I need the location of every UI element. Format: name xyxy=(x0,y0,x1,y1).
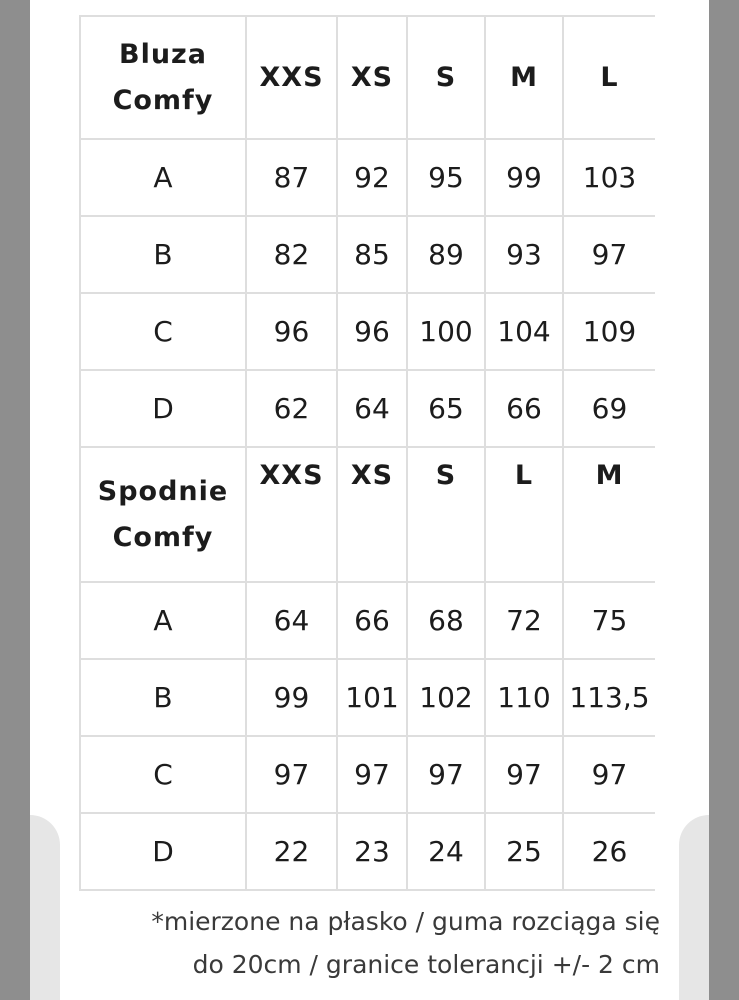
table-cell: 99 xyxy=(246,659,337,736)
table-cell: 72 xyxy=(485,582,563,659)
table-cell: 69 xyxy=(563,370,655,447)
table-cell: 82 xyxy=(246,216,337,293)
size-header: XXS xyxy=(246,16,337,139)
table-cell: 104 xyxy=(485,293,563,370)
table-row xyxy=(80,216,655,293)
table-cell: 99 xyxy=(485,139,563,216)
note-line: *mierzone na płasko / guma rozciąga się xyxy=(151,907,660,936)
table-row xyxy=(80,293,655,370)
table-cell: 68 xyxy=(407,582,485,659)
measure-label: C xyxy=(80,293,246,370)
size-header: XXS xyxy=(246,447,337,582)
table-cell: 92 xyxy=(337,139,407,216)
table-cell: 26 xyxy=(563,813,655,890)
table-cell: 24 xyxy=(407,813,485,890)
table-cell: 101 xyxy=(337,659,407,736)
size-header: S xyxy=(407,447,485,582)
table-cell: 110 xyxy=(485,659,563,736)
measure-label: A xyxy=(80,139,246,216)
table-cell: 97 xyxy=(337,736,407,813)
size-header: L xyxy=(563,16,655,139)
size-header-row-bluza xyxy=(80,16,655,139)
size-header: S xyxy=(407,16,485,139)
table-row xyxy=(80,813,655,890)
measure-label: A xyxy=(80,582,246,659)
table-cell: 96 xyxy=(246,293,337,370)
table-cell: 97 xyxy=(246,736,337,813)
table-cell: 97 xyxy=(563,216,655,293)
size-header: XS xyxy=(337,447,407,582)
table-row xyxy=(80,370,655,447)
table-cell: 93 xyxy=(485,216,563,293)
product-title-line2: Comfy xyxy=(112,84,214,116)
product-title-bluza xyxy=(80,16,246,139)
table-cell: 109 xyxy=(563,293,655,370)
table-row xyxy=(80,139,655,216)
table-cell: 97 xyxy=(563,736,655,813)
table-cell: 97 xyxy=(485,736,563,813)
table-cell: 102 xyxy=(407,659,485,736)
product-title-line1: Spodnie xyxy=(97,475,229,507)
product-title-line1: Bluza xyxy=(119,38,207,70)
product-title-spodnie xyxy=(80,447,246,582)
size-header: M xyxy=(485,16,563,139)
background-shade-right xyxy=(679,815,709,1000)
measure-label: B xyxy=(80,659,246,736)
table-cell: 62 xyxy=(246,370,337,447)
size-header: L xyxy=(485,447,563,582)
measurement-note xyxy=(60,900,660,986)
size-header: XS xyxy=(337,16,407,139)
table-cell: 22 xyxy=(246,813,337,890)
measure-label: D xyxy=(80,370,246,447)
product-title-line2: Comfy xyxy=(112,521,214,553)
table-cell: 66 xyxy=(485,370,563,447)
table-cell: 25 xyxy=(485,813,563,890)
table-row xyxy=(80,582,655,659)
note-line: do 20cm / granice tolerancji +/- 2 cm xyxy=(192,950,660,979)
table-cell: 64 xyxy=(337,370,407,447)
table-cell: 66 xyxy=(337,582,407,659)
table-cell: 96 xyxy=(337,293,407,370)
table-cell: 89 xyxy=(407,216,485,293)
table-cell: 23 xyxy=(337,813,407,890)
measure-label: C xyxy=(80,736,246,813)
table-cell: 95 xyxy=(407,139,485,216)
table-cell: 113,5 xyxy=(563,659,655,736)
background-shade-left xyxy=(30,815,60,1000)
measure-label: B xyxy=(80,216,246,293)
table-cell: 65 xyxy=(407,370,485,447)
table-cell: 85 xyxy=(337,216,407,293)
size-header: M xyxy=(563,447,655,582)
size-header-row-spodnie xyxy=(80,447,655,582)
table-cell: 103 xyxy=(563,139,655,216)
table-cell: 75 xyxy=(563,582,655,659)
table-cell: 87 xyxy=(246,139,337,216)
measure-label: D xyxy=(80,813,246,890)
table-cell: 97 xyxy=(407,736,485,813)
size-chart-table xyxy=(79,15,655,891)
table-row xyxy=(80,659,655,736)
table-cell: 64 xyxy=(246,582,337,659)
table-row xyxy=(80,736,655,813)
table-cell: 100 xyxy=(407,293,485,370)
